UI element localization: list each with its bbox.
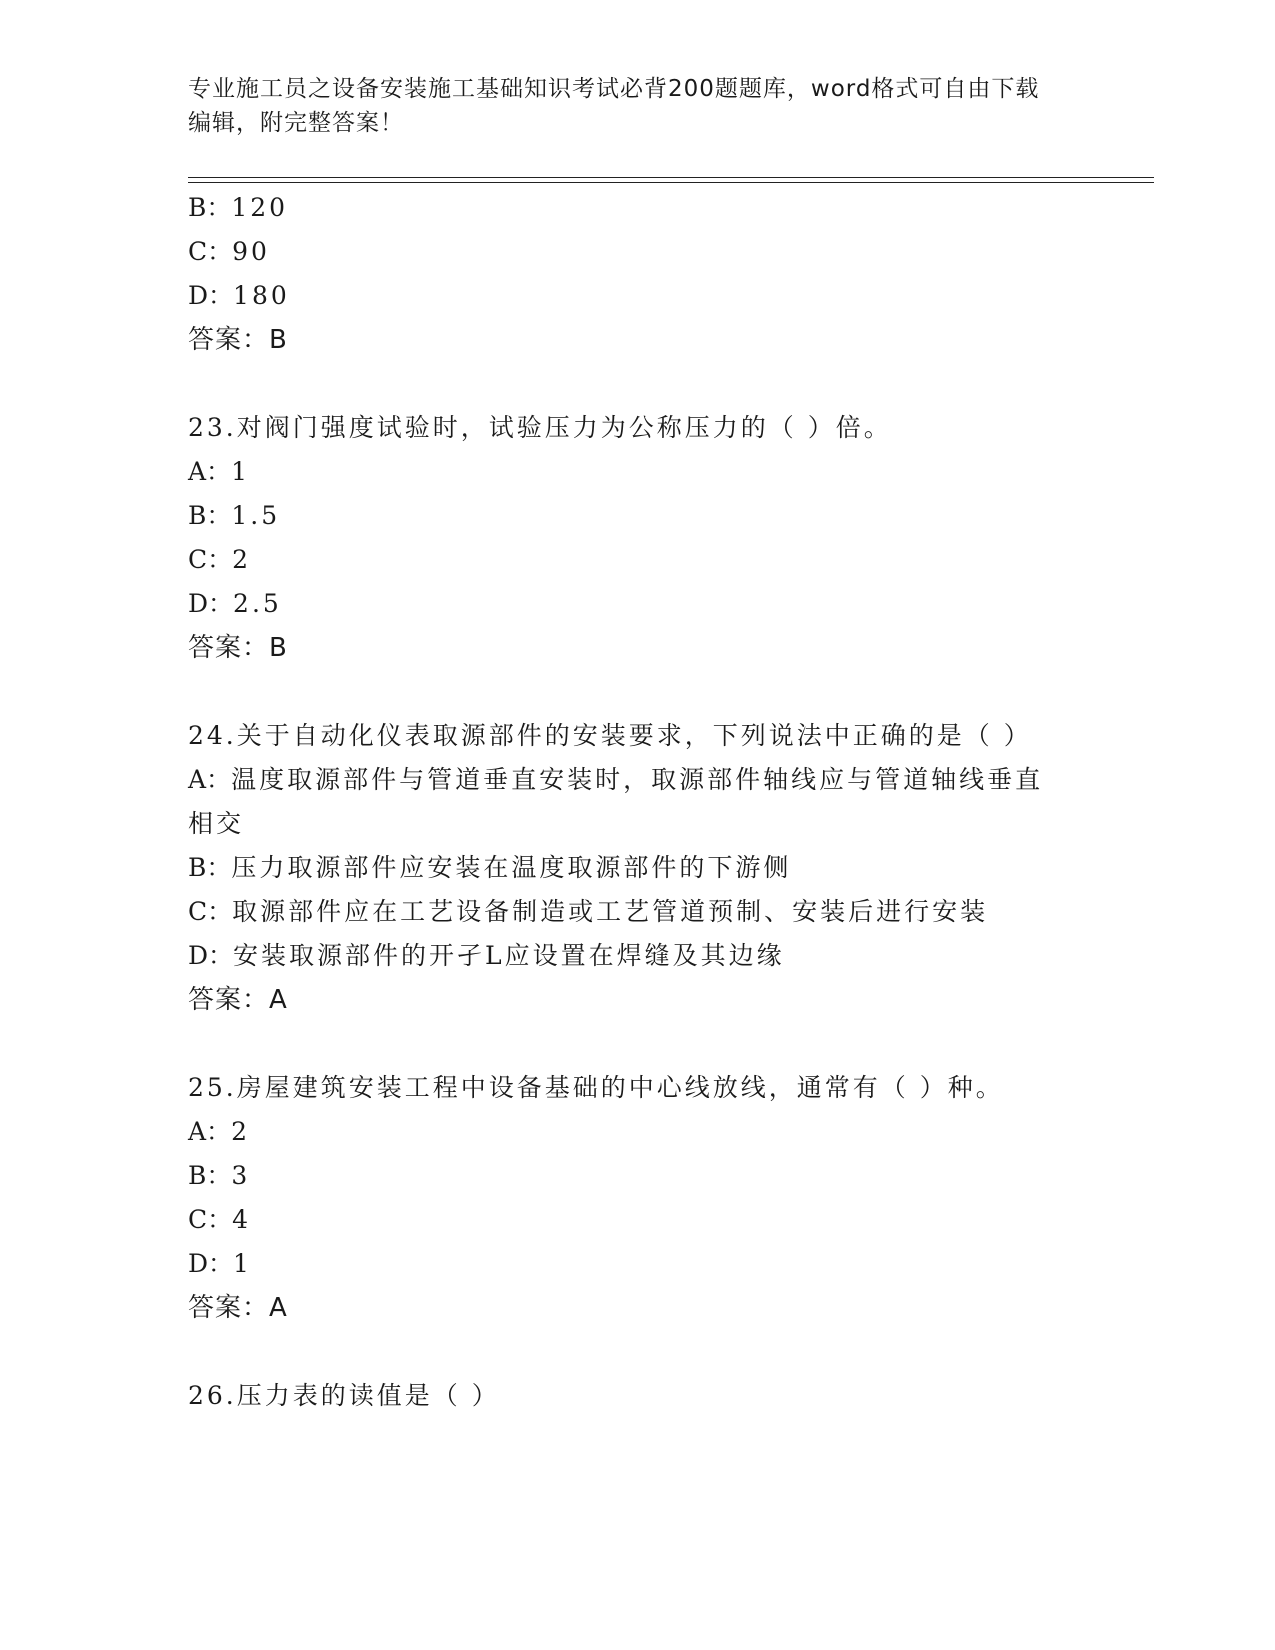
q24-option-d — [188, 940, 785, 972]
option-label: C： — [188, 1205, 233, 1234]
header-divider-bottom — [188, 182, 1154, 183]
option-text: 120 — [231, 193, 289, 222]
q23-option-d — [188, 588, 282, 620]
q25-option-d — [188, 1248, 252, 1280]
q24-option-a-continued: 相交 — [188, 809, 245, 838]
option-label: D： — [188, 589, 234, 618]
q26-question: 26.压力表的读值是（ ） — [188, 1381, 500, 1410]
q23-option-b — [188, 500, 280, 532]
option-label: A： — [188, 1117, 232, 1146]
q24-option-b — [188, 852, 791, 884]
header-line-1: 专业施工员之设备安装施工基础知识考试必背200题题库，word格式可自由下载 — [188, 76, 1040, 102]
option-text: 2 — [232, 545, 252, 574]
option-label: D： — [188, 281, 234, 310]
option-text: 180 — [233, 281, 290, 310]
q25-option-b — [188, 1160, 250, 1192]
option-label: B： — [188, 853, 232, 882]
q25-question: 25.房屋建筑安装工程中设备基础的中心线放线，通常有（ ）种。 — [188, 1073, 1004, 1102]
option-label: A： — [188, 765, 232, 794]
option-label: C： — [188, 545, 233, 574]
option-label: C： — [188, 897, 233, 926]
option-text: 2.5 — [233, 589, 282, 618]
option-label: B： — [188, 501, 232, 530]
option-label: D： — [188, 1249, 234, 1278]
q22-option-d — [188, 280, 290, 312]
q24-option-c — [188, 896, 988, 928]
q25-answer: 答案：A — [188, 1293, 288, 1323]
document-header — [188, 72, 1088, 140]
header-line-2: 编辑，附完整答案！ — [188, 110, 404, 136]
option-text: 4 — [232, 1205, 252, 1234]
q22-option-b — [188, 192, 288, 224]
option-label: A： — [188, 457, 232, 486]
q22-option-c — [188, 236, 270, 268]
q23-answer: 答案：B — [188, 633, 288, 663]
option-text: 取源部件应在工艺设备制造或工艺管道预制、安装后进行安装 — [232, 897, 989, 926]
q23-option-c — [188, 544, 251, 576]
option-text: 压力取源部件应安装在温度取源部件的下游侧 — [231, 853, 792, 882]
option-label: C： — [188, 237, 233, 266]
option-text: 2 — [231, 1117, 250, 1146]
option-label: B： — [188, 1161, 232, 1190]
q22-answer: 答案：B — [188, 325, 288, 355]
option-text: 1.5 — [231, 501, 281, 530]
option-label: B： — [188, 193, 232, 222]
option-text: 1 — [233, 1249, 252, 1278]
option-text: 90 — [232, 237, 270, 266]
option-text: 3 — [231, 1161, 251, 1190]
option-label: D： — [188, 941, 234, 970]
q23-question: 23.对阀门强度试验时，试验压力为公称压力的（ ）倍。 — [188, 413, 892, 442]
q24-question: 24.关于自动化仪表取源部件的安装要求，下列说法中正确的是（ ） — [188, 721, 1032, 750]
header-divider-top — [188, 177, 1154, 178]
q24-option-a — [188, 764, 1043, 796]
q24-answer: 答案：A — [188, 985, 288, 1015]
q25-option-a — [188, 1116, 250, 1148]
option-text: 温度取源部件与管道垂直安装时，取源部件轴线应与管道轴线垂直 — [231, 765, 1044, 794]
option-text: 1 — [231, 457, 250, 486]
option-text: 安装取源部件的开孑L应设置在焊缝及其边缘 — [233, 941, 785, 970]
q25-option-c — [188, 1204, 251, 1236]
q23-option-a — [188, 456, 250, 488]
